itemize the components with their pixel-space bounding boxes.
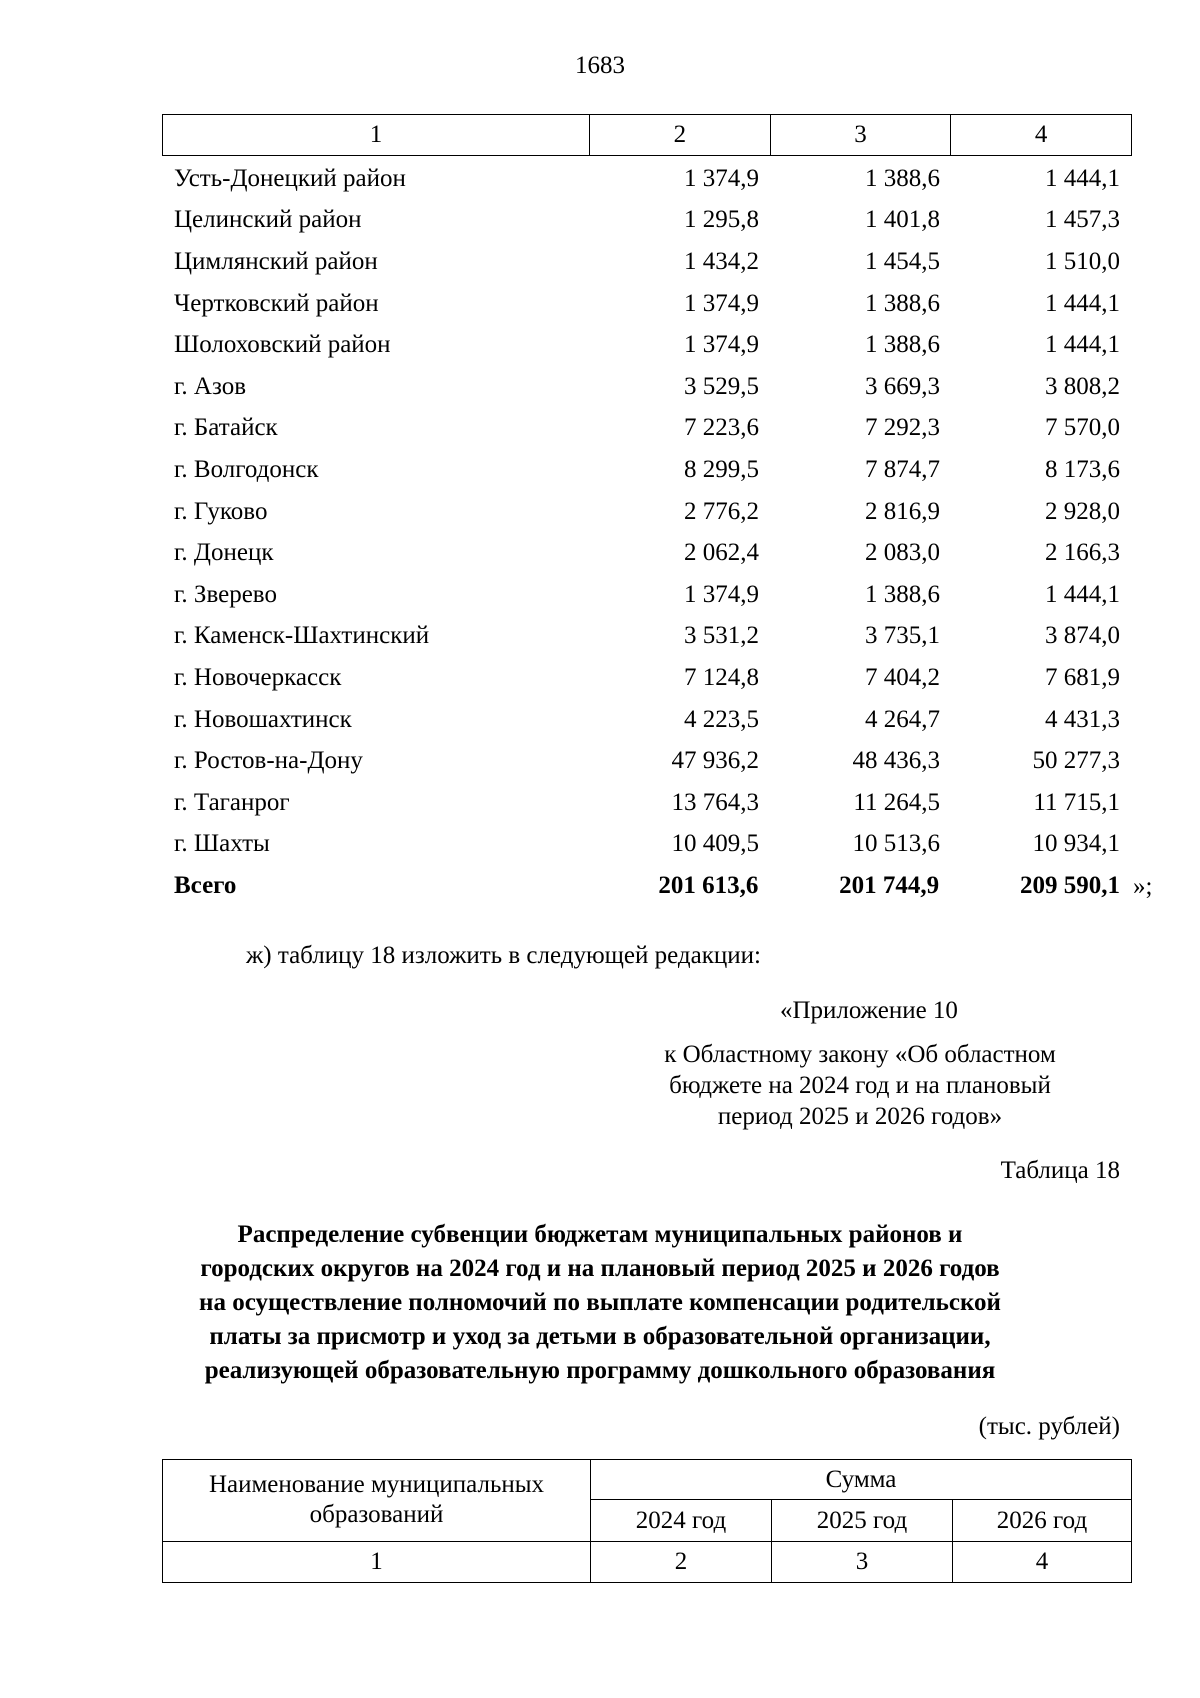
value-2026: 50 277,3 xyxy=(1032,747,1120,775)
name-header-line: Наименование муниципальных xyxy=(208,1471,545,1498)
municipality-name: Усть-Донецкий район xyxy=(174,164,406,192)
value-2025: 11 264,5 xyxy=(853,788,940,816)
name-column-header xyxy=(163,1460,591,1541)
value-2025: 3 669,3 xyxy=(865,372,940,400)
total-2024: 201 613,6 xyxy=(658,871,759,899)
value-2024: 7 223,6 xyxy=(684,414,759,442)
value-2024: 1 374,9 xyxy=(684,331,759,359)
value-2024: 1 374,9 xyxy=(684,164,759,192)
total-2025: 201 744,9 xyxy=(839,871,940,899)
value-2024: 13 764,3 xyxy=(671,788,759,816)
table-row xyxy=(162,449,1132,491)
value-2024: 2 062,4 xyxy=(684,539,759,567)
value-2025: 7 404,2 xyxy=(865,663,940,691)
municipality-name: г. Таганрог xyxy=(174,788,290,816)
year-header-2025: 2025 год xyxy=(772,1500,953,1541)
amendment-instruction: ж) таблицу 18 изложить в следующей редакции: xyxy=(246,942,761,969)
value-2025: 1 388,6 xyxy=(865,580,940,608)
value-2025: 2 816,9 xyxy=(865,497,940,525)
value-2024: 3 529,5 xyxy=(684,372,759,400)
closing-quote-mark: »; xyxy=(1133,873,1153,901)
table-row xyxy=(162,158,1132,200)
value-2024: 1 295,8 xyxy=(684,206,759,234)
value-2026: 1 457,3 xyxy=(1045,206,1120,234)
name-header-line: образований xyxy=(309,1501,444,1528)
municipality-name: г. Ростов-на-Дону xyxy=(174,747,363,775)
value-2026: 2 166,3 xyxy=(1045,539,1120,567)
value-2025: 1 454,5 xyxy=(865,247,940,275)
title-line: на осуществление полномочий по выплате компенсации родительской xyxy=(199,1289,1001,1316)
table1-col-number: 3 xyxy=(771,115,952,155)
municipality-name: г. Гуково xyxy=(174,497,268,525)
municipality-name: Чертковский район xyxy=(174,289,379,317)
value-2024: 1 434,2 xyxy=(684,247,759,275)
value-2024: 4 223,5 xyxy=(684,705,759,733)
value-2026: 1 444,1 xyxy=(1045,331,1120,359)
municipality-name: г. Каменск-Шахтинский xyxy=(174,622,430,650)
page-number: 1683 xyxy=(575,52,625,79)
value-2026: 1 444,1 xyxy=(1045,580,1120,608)
value-2025: 1 401,8 xyxy=(865,206,940,234)
table2-header xyxy=(163,1460,1131,1542)
value-2026: 7 681,9 xyxy=(1045,663,1120,691)
table-row xyxy=(162,491,1132,533)
table2-column-numbers xyxy=(163,1542,1131,1582)
table1-col-number: 2 xyxy=(590,115,771,155)
table1-body xyxy=(162,158,1153,907)
value-2026: 10 934,1 xyxy=(1032,830,1120,858)
units-label: (тыс. рублей) xyxy=(978,1413,1120,1440)
municipality-name: г. Новочеркасск xyxy=(174,663,342,691)
value-2025: 7 292,3 xyxy=(865,414,940,442)
value-2026: 8 173,6 xyxy=(1045,455,1120,483)
value-2026: 11 715,1 xyxy=(1033,788,1120,816)
column-number: 1 xyxy=(163,1542,591,1582)
title-line: городских округов на 2024 год и на плановый период 2025 и 2026 годов xyxy=(200,1255,1000,1282)
table-row xyxy=(162,824,1132,866)
title-line: платы за присмотр и уход за детьми в образовательной организации, xyxy=(209,1323,991,1350)
value-2024: 3 531,2 xyxy=(684,622,759,650)
table-row xyxy=(162,699,1132,741)
municipality-name: Шолоховский район xyxy=(174,331,391,359)
table-row xyxy=(162,200,1132,242)
municipality-name: г. Волгодонск xyxy=(174,455,319,483)
value-2026: 4 431,3 xyxy=(1045,705,1120,733)
value-2025: 1 388,6 xyxy=(865,331,940,359)
value-2026: 7 570,0 xyxy=(1045,414,1120,442)
appendix-ref-line: к Областному закону «Об областном xyxy=(664,1041,1056,1068)
value-2025: 2 083,0 xyxy=(865,539,940,567)
municipality-name: г. Новошахтинск xyxy=(174,705,352,733)
value-2024: 8 299,5 xyxy=(684,455,759,483)
table1-header-row xyxy=(162,114,1132,156)
table-row xyxy=(162,616,1132,658)
year-header-2024: 2024 год xyxy=(591,1500,772,1541)
value-2024: 2 776,2 xyxy=(684,497,759,525)
column-number: 4 xyxy=(1035,1548,1049,1575)
value-2025: 7 874,7 xyxy=(865,455,940,483)
value-2025: 1 388,6 xyxy=(865,164,940,192)
value-2026: 1 444,1 xyxy=(1045,289,1120,317)
value-2024: 47 936,2 xyxy=(671,747,759,775)
value-2026: 3 874,0 xyxy=(1045,622,1120,650)
value-2025: 3 735,1 xyxy=(865,622,940,650)
municipality-name: Целинский район xyxy=(174,206,362,234)
value-2024: 1 374,9 xyxy=(684,289,759,317)
title-line: реализующей образовательную программу дошкольного образования xyxy=(204,1357,996,1384)
total-row xyxy=(162,865,1153,907)
value-2025: 1 388,6 xyxy=(865,289,940,317)
sum-column-group xyxy=(591,1460,1131,1541)
value-2026: 1 510,0 xyxy=(1045,247,1120,275)
municipality-name: г. Шахты xyxy=(174,830,270,858)
title-line: Распределение субвенции бюджетам муниципальных районов и xyxy=(237,1221,963,1248)
appendix-ref-line: бюджете на 2024 год и на плановый xyxy=(669,1072,1051,1099)
municipality-name: Цимлянский район xyxy=(174,247,378,275)
document-title xyxy=(100,1218,1100,1388)
table-row xyxy=(162,283,1132,325)
municipality-name: г. Азов xyxy=(174,372,247,400)
table-row xyxy=(162,324,1132,366)
value-2025: 10 513,6 xyxy=(852,830,940,858)
table-row xyxy=(162,574,1132,616)
table-row xyxy=(162,408,1132,450)
table-label: Таблица 18 xyxy=(1000,1157,1120,1184)
table1-col-number: 1 xyxy=(163,115,590,155)
column-number: 2 xyxy=(591,1542,772,1582)
total-label: Всего xyxy=(174,871,237,899)
column-number: 3 xyxy=(772,1542,953,1582)
municipality-name: г. Батайск xyxy=(174,414,278,442)
table-row xyxy=(162,532,1132,574)
table-row xyxy=(162,740,1132,782)
appendix-title: «Приложение 10 xyxy=(780,997,958,1024)
table2 xyxy=(162,1459,1132,1583)
municipality-name: г. Зверево xyxy=(174,580,277,608)
value-2024: 1 374,9 xyxy=(684,580,759,608)
value-2026: 1 444,1 xyxy=(1045,164,1120,192)
table-row xyxy=(162,241,1132,283)
sum-header: Сумма xyxy=(591,1460,1131,1500)
value-2024: 10 409,5 xyxy=(671,830,759,858)
year-header-2026: 2026 год xyxy=(996,1506,1088,1534)
total-2026: 209 590,1 xyxy=(1019,871,1120,899)
appendix-ref-line: период 2025 и 2026 годов» xyxy=(717,1103,1003,1130)
value-2025: 48 436,3 xyxy=(852,747,940,775)
table-row xyxy=(162,366,1132,408)
value-2025: 4 264,7 xyxy=(865,705,940,733)
value-2024: 7 124,8 xyxy=(684,663,759,691)
year-headers xyxy=(591,1500,1131,1541)
table-row xyxy=(162,782,1132,824)
table-row xyxy=(162,657,1132,699)
value-2026: 3 808,2 xyxy=(1045,372,1120,400)
appendix-reference xyxy=(620,1039,1100,1132)
municipality-name: г. Донецк xyxy=(174,539,274,567)
value-2026: 2 928,0 xyxy=(1045,497,1120,525)
table1-col-number: 4 xyxy=(1034,121,1048,148)
